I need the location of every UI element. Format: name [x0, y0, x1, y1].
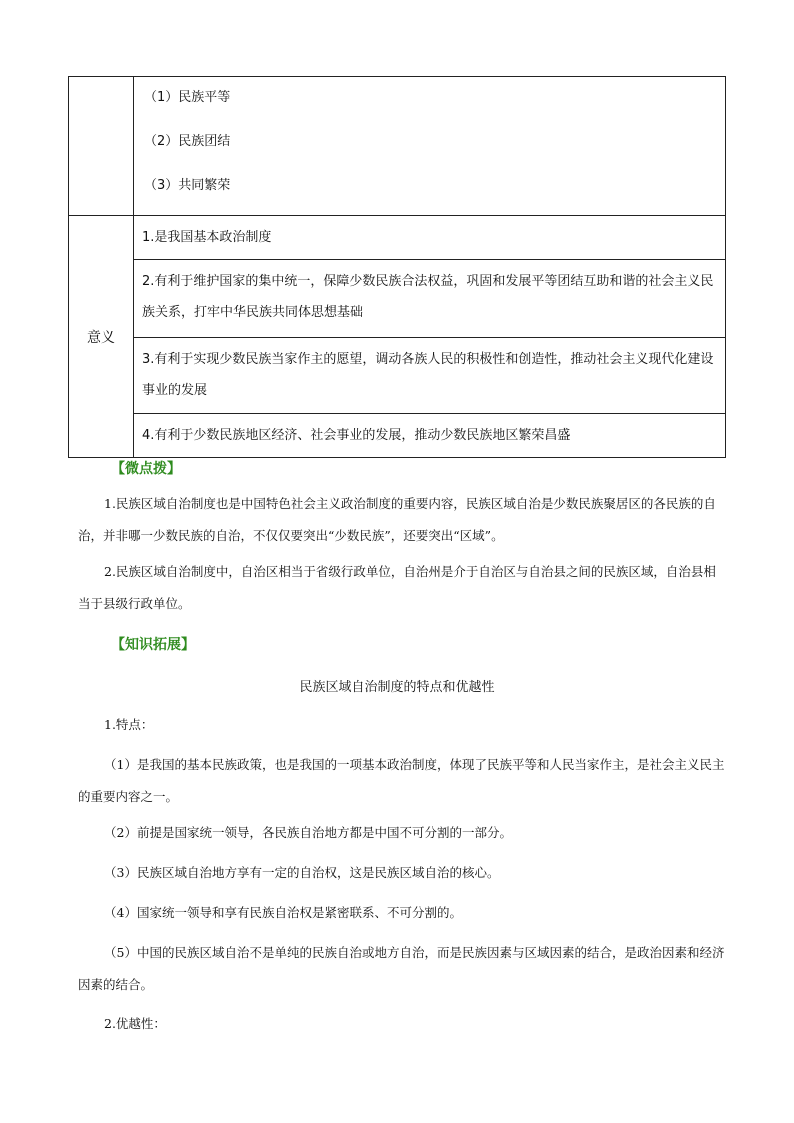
significance-item: 4.有利于少数民族地区经济、社会事业的发展，推动少数民族地区繁荣昌盛: [134, 414, 726, 458]
significance-label: 意义: [69, 216, 134, 458]
principle-item: （3）共同繁荣: [144, 178, 231, 193]
principles-cell: [134, 77, 726, 216]
feature-item: （5）中国的民族区域自治不是单纯的民族自治或地方自治，而是民族因素与区域因素的结合，是政治因素和经济因素的结合。: [78, 945, 725, 992]
significance-item: 2.有利于维护国家的集中统一，保障少数民族合法权益，巩固和发展平等团结互助和谐的社会主义民族关系，打牢中华民族共同体思想基础: [134, 260, 726, 338]
feature-item: （3）民族区域自治地方享有一定的自治权，这是民族区域自治的核心。: [104, 865, 500, 880]
extension-heading: 【知识拓展】: [111, 637, 195, 653]
features-heading: 1.特点：: [104, 717, 154, 732]
content-table: [68, 76, 726, 458]
tips-paragraph-2: 2.民族区域自治制度中，自治区相当于省级行政单位，自治州是介于自治区与自治县之间的民族区域，自治县相当于县级行政单位。: [78, 564, 716, 611]
feature-item: （1）是我国的基本民族政策，也是我国的一项基本政治制度，体现了民族平等和人民当家作主，是社会主义民主的重要内容之一。: [78, 757, 725, 804]
principle-item: （1）民族平等: [144, 90, 231, 105]
tips-heading: 【微点拨】: [111, 461, 181, 477]
feature-item: （4）国家统一领导和享有民族自治权是紧密联系、不可分割的。: [104, 905, 462, 920]
empty-label-cell: [69, 77, 134, 216]
advantages-heading: 2.优越性：: [104, 1016, 166, 1031]
principle-item: （2）民族团结: [144, 134, 231, 149]
feature-item: （2）前提是国家统一领导，各民族自治地方都是中国不可分割的一部分。: [104, 825, 512, 840]
extension-title: 民族区域自治制度的特点和优越性: [299, 680, 495, 695]
significance-item: 3.有利于实现少数民族当家作主的愿望，调动各族人民的积极性和创造性，推动社会主义现代化建设事业的发展: [134, 338, 726, 414]
significance-item: 1.是我国基本政治制度: [134, 216, 726, 260]
tips-paragraph-1: 1.民族区域自治制度也是中国特色社会主义政治制度的重要内容，民族区域自治是少数民族聚居区的各民族的自治，并非哪一少数民族的自治，不仅仅要突出“少数民族”，还要突出“区域”。: [78, 496, 716, 543]
